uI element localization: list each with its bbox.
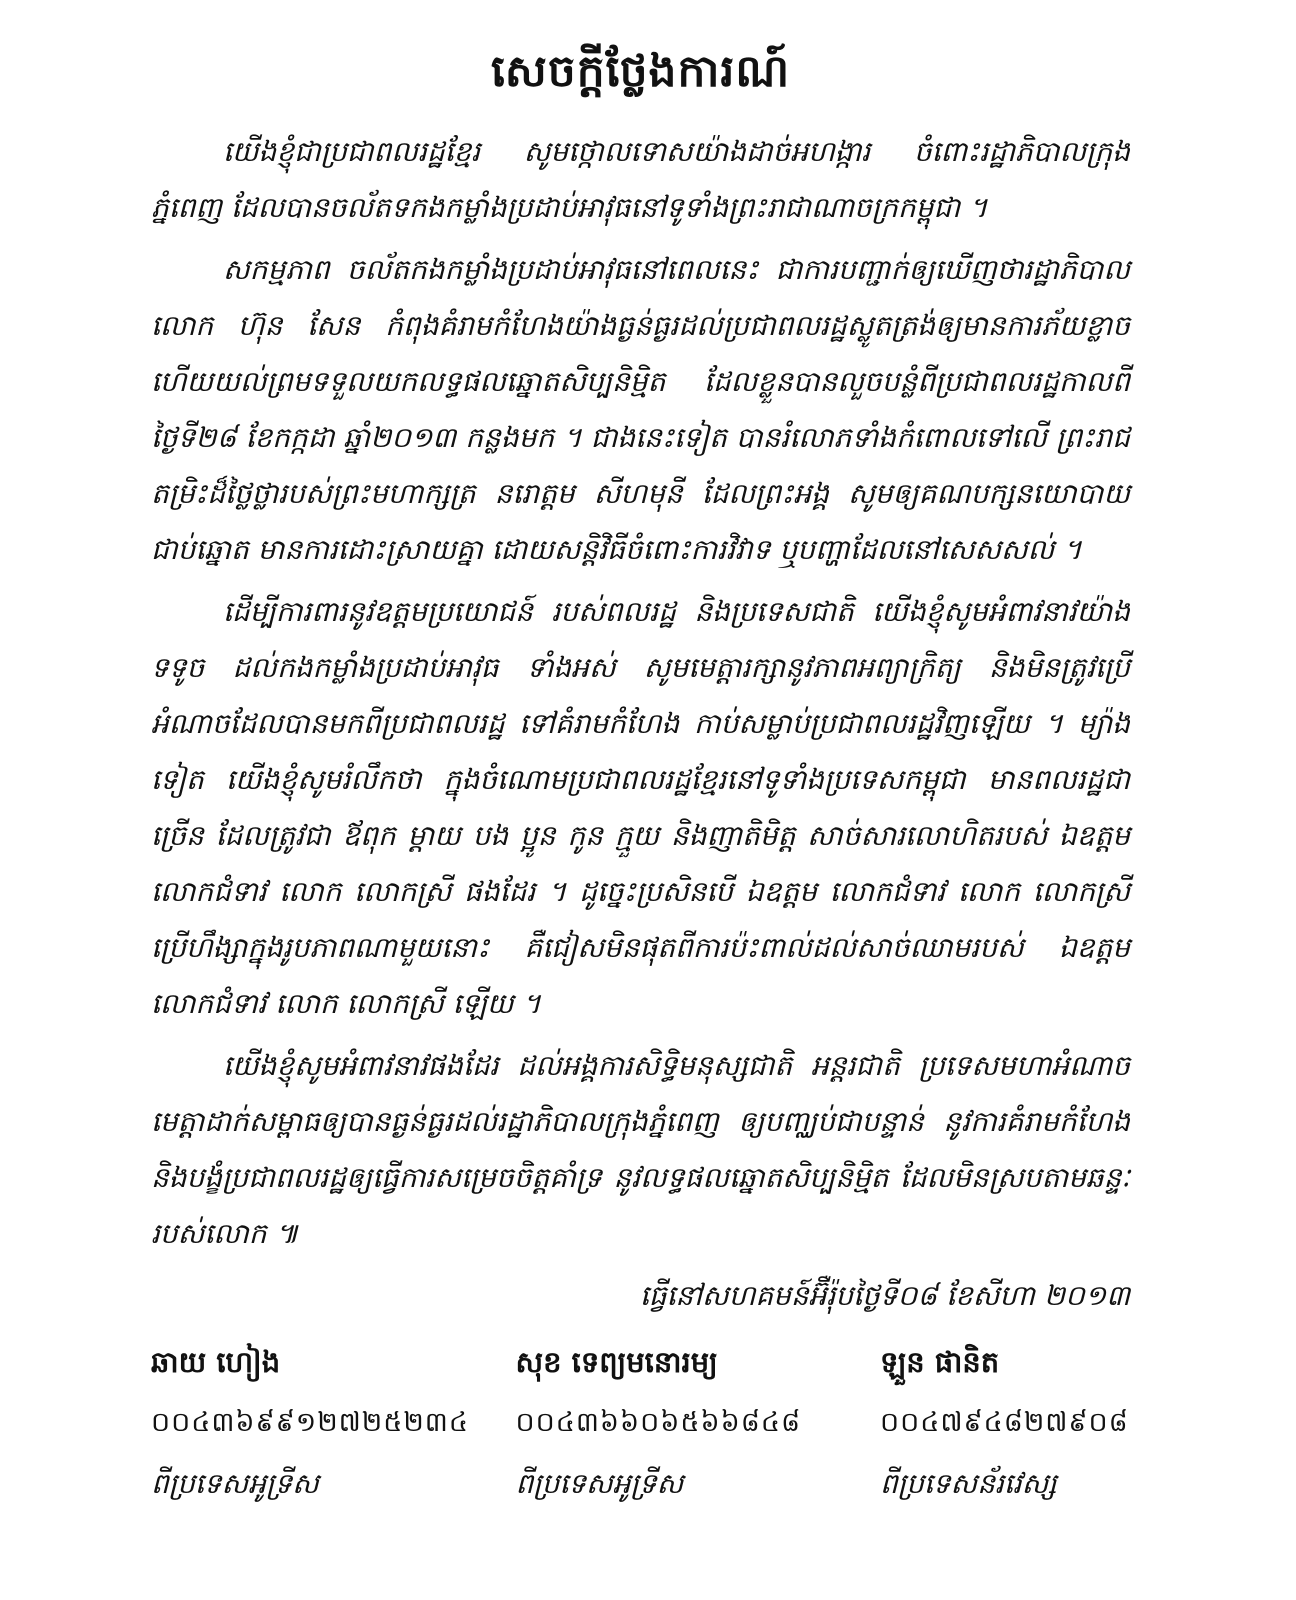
paragraph-3: ដើម្បីការពារនូវឧត្តមប្រយោជន៍ របស់ពលរដ្ឋ និងប្រទេសជាតិ យើងខ្ញុំសូមអំពាវនាវយ៉ាងទទូច ដល់កងកម្លាំងប្រដាប់អាវុធ ទាំងអស់ សូមមេត្តារក្សានូវភាពអព្យាក្រិត្យ និងមិនត្រូវប្រើអំណាចដែលបានមកពីប្រជាពលរដ្ឋ ទៅគំរាមកំហែង កាប់សម្លាប់ប្រជាពលរដ្ឋវិញឡើយ ។ ម្យ៉ាងទៀត យើងខ្ញុំសូមរំលឹកថា ក្នុងចំណោមប្រជាពលរដ្ឋខ្មែរនៅទូទាំងប្រទេសកម្ពុជា មានពលរដ្ឋជាច្រើន ដែលត្រូវជា ឪពុក ម្តាយ បង ប្អូន កូន ក្មួយ និងញាតិមិត្ត សាច់សារលោហិតរបស់ ឯឧត្តម លោកជំទាវ លោក លោកស្រី ផងដែរ ។ ដូច្នេះប្រសិនបើ ឯឧត្តម លោកជំទាវ លោក លោកស្រី ប្រើហឹង្សាក្នុងរូបភាពណាមួយនោះ គឺជៀសមិនផុតពីការប៉ះពាល់ដល់សាច់ឈាមរបស់ ឯឧត្តម លោកជំទាវ លោក លោកស្រី ឡើយ ។ bbox=[151, 595, 1130, 1020]
signer-1 bbox=[151, 1334, 491, 1512]
signer-name: សុខ ទេព្យមនោរម្យ bbox=[515, 1345, 718, 1379]
signer-phone: ០០៤៧៩៤៨២៧៩០៨ bbox=[880, 1407, 1129, 1438]
signer-country: ពីប្រទេសអូទ្រីស bbox=[515, 1467, 684, 1500]
signers-block bbox=[151, 1334, 1130, 1512]
signer-phone: ០០៤៣៦៦០៦៥៦៦៨៤៨ bbox=[515, 1407, 802, 1438]
date-line: ធ្វើនៅសហគមន៍អ៊ឺរ៉ុបថ្ងៃទី០៨ ខែសីហា ២០១៣ bbox=[639, 1279, 1130, 1312]
signer-2 bbox=[516, 1334, 856, 1512]
signer-phone: ០០៤៣៦៩៩១២៧២៥២៣៤ bbox=[151, 1407, 469, 1438]
signer-3 bbox=[880, 1334, 1130, 1512]
signer-country: ពីប្រទេសន័រវេស្ស bbox=[880, 1467, 1057, 1500]
signer-name: ឡួន ផានិត bbox=[880, 1345, 1000, 1379]
signer-country: ពីប្រទេសអូទ្រីស bbox=[151, 1467, 319, 1500]
document-title: សេចក្តីថ្លែងការណ៍ bbox=[490, 46, 791, 97]
paragraph-1: យើងខ្ញុំជាប្រជាពលរដ្ឋខ្មែរ សូមថ្កោលទោសយ៉ាងដាច់អហង្ការ ចំពោះរដ្ឋាភិបាលក្រុងភ្នំពេញ ដែលបានចល័តទកងកម្លាំងប្រដាប់អាវុធនៅទូទាំងព្រះរាជាណាចក្រកម្ពុជា ។ bbox=[151, 135, 1130, 224]
paragraph-2: សកម្មភាព ចល័តកងកម្លាំងប្រដាប់អាវុធនៅពេលនេះ ជាការបញ្ជាក់ឲ្យឃើញថារដ្ឋាភិបាលលោក ហ៊ុន សែន កំពុងគំរាមកំហែងយ៉ាងធ្ងន់ធ្ងរដល់ប្រជាពលរដ្ឋស្លូតត្រង់ឲ្យមានការភ័យខ្លាច ហើយយល់ព្រមទទួលយកលទ្ធផលឆ្នោតសិប្បនិម្មិត ដែលខ្លួនបានលួចបន្លំពីប្រជាពលរដ្ឋកាលពីថ្ងៃទី២៨ ខែកក្កដា ឆ្នាំ២០១៣ កន្លងមក ។ ជាងនេះទៀត បានរំលោភទាំងកំពោលទៅលើ ព្រះរាជតម្រិះដ៏ថ្លៃថ្លារបស់ព្រះមហាក្សត្រ នរោត្តម សីហមុនី ដែលព្រះអង្គ សូមឲ្យគណបក្សនយោបាយជាប់ឆ្នោត មានការដោះស្រាយគ្នា ដោយសន្តិវិធីចំពោះការវិវាទ ឬបញ្ហាដែលនៅសេសសល់ ។ bbox=[151, 253, 1130, 566]
paragraph-4: យើងខ្ញុំសូមអំពាវនាវផងដែរ ដល់អង្គការសិទ្ធិមនុស្សជាតិ អន្តរជាតិ ប្រទេសមហាអំណាច មេត្តាដាក់សម្ពាធឲ្យបានធ្ងន់ធ្ងរដល់រដ្ឋាភិបាលក្រុងភ្នំពេញ ឲ្យបញ្ឈប់ជាបន្ទាន់ នូវការគំរាមកំហែង និងបង្ខំប្រជាពលរដ្ឋឲ្យធ្វើការសម្រេចចិត្តគាំទ្រ នូវលទ្ធផលឆ្នោតសិប្បនិម្មិត ដែលមិនស្របតាមឆន្ទៈរបស់លោក ៕ bbox=[151, 1049, 1130, 1250]
signer-name: ឆាយ ហៀង bbox=[151, 1345, 281, 1379]
